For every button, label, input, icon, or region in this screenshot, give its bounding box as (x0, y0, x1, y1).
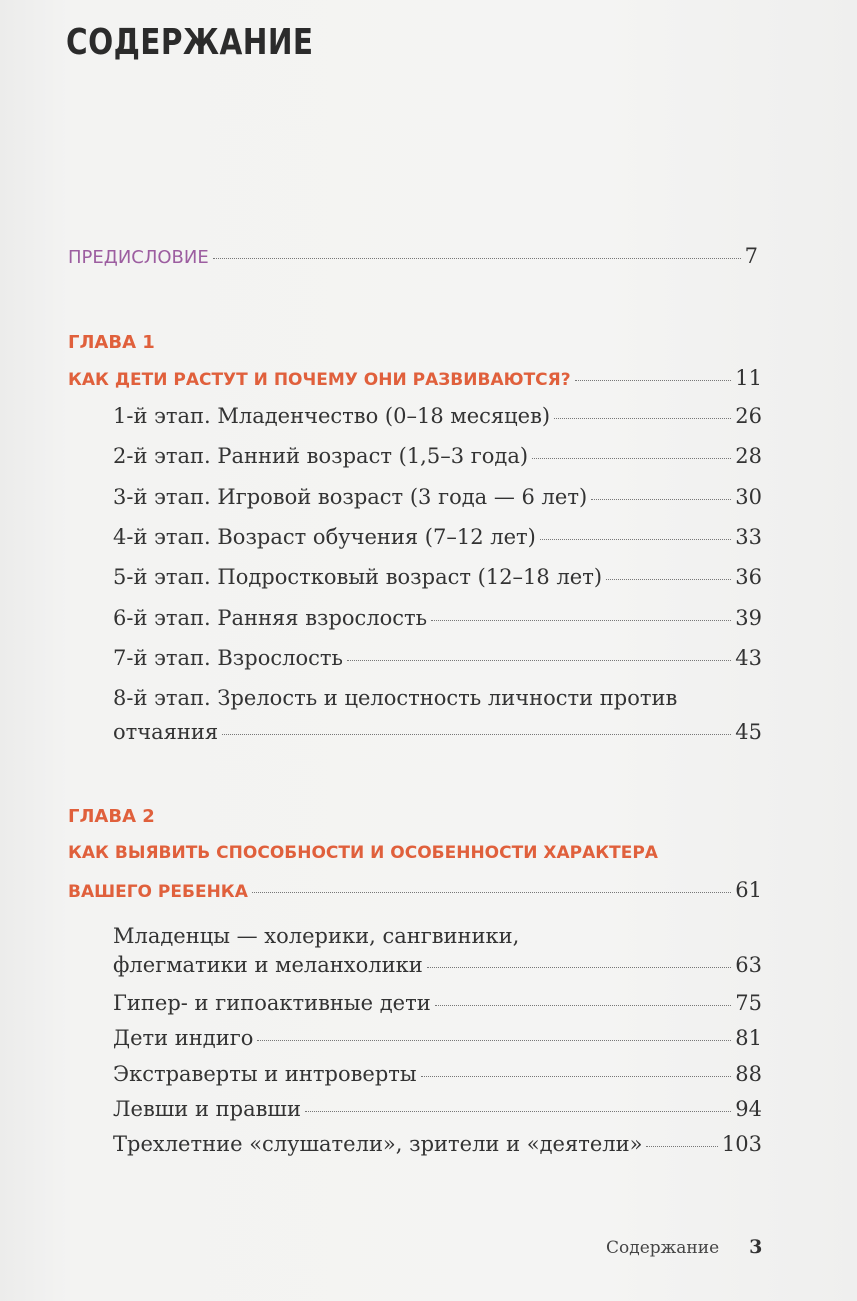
toc-entry[interactable] (113, 991, 762, 1015)
toc-entry[interactable] (113, 404, 762, 428)
toc-page-number: 75 (735, 991, 762, 1015)
toc-leader (575, 380, 732, 381)
toc-page-number: 103 (721, 1132, 762, 1157)
toc-entry[interactable] (113, 1132, 762, 1156)
toc-leader (421, 1076, 732, 1077)
toc-page-number: 81 (735, 1026, 762, 1051)
toc-entry[interactable] (113, 485, 762, 509)
toc-label: 4-й этап. Возраст обучения (7–12 лет) (113, 524, 536, 549)
toc-chapter-2-heading[interactable] (68, 878, 762, 902)
toc-label: Левши и правши (113, 1096, 301, 1121)
toc-leader (606, 579, 731, 580)
toc-preface[interactable] (68, 244, 758, 268)
toc-entry[interactable] (113, 444, 762, 468)
toc-entry[interactable] (113, 1026, 762, 1050)
toc-label: 2-й этап. Ранний возраст (1,5–3 года) (113, 444, 529, 469)
chapter-2-heading-line1: КАК ВЫЯВИТЬ СПОСОБНОСТИ И ОСОБЕННОСТИ ХАРАКТЕРА (68, 843, 658, 863)
toc-leader (554, 418, 731, 419)
toc-leader (257, 1040, 731, 1041)
toc-page-number: 94 (735, 1096, 762, 1121)
toc-page-number: 61 (735, 878, 762, 902)
toc-leader (222, 734, 731, 735)
toc-page-number: 26 (735, 404, 762, 428)
toc-entry[interactable] (113, 606, 762, 630)
toc-entry[interactable] (113, 1097, 762, 1121)
toc-entry-8-line1: 8-й этап. Зрелость и целостность личности против (113, 686, 678, 710)
toc-page-number: 45 (735, 720, 762, 744)
toc-page-number: 30 (735, 484, 762, 509)
toc-leader (252, 892, 731, 893)
toc-label: 3-й этап. Игровой возраст (3 года — 6 лет) (113, 484, 588, 509)
footer-label: Содержание (606, 1238, 720, 1258)
toc-leader (427, 967, 732, 968)
toc-page-number: 28 (735, 444, 762, 469)
toc-leader (435, 1005, 732, 1006)
toc-label: отчаяния (113, 720, 219, 744)
toc-label: Гипер- и гипоактивные дети (113, 991, 431, 1015)
toc-label: 5-й этап. Подростковый возраст (12–18 лет) (113, 565, 603, 590)
toc-label: 6-й этап. Ранняя взрослость (113, 605, 428, 630)
toc-label: Дети индиго (113, 1026, 254, 1051)
toc-page-number: 11 (735, 366, 762, 390)
toc-entry[interactable] (113, 525, 762, 549)
chapter-1-tag: ГЛАВА 1 (68, 332, 155, 353)
toc-label: КАК ДЕТИ РАСТУТ И ПОЧЕМУ ОНИ РАЗВИВАЮТСЯ? (68, 370, 571, 390)
footer-page-number: 3 (749, 1236, 763, 1258)
toc-page-number: 36 (735, 565, 762, 590)
toc-entry-temperament-line1: Младенцы — холерики, сангвиники, (113, 924, 520, 948)
toc-label: Трехлетние «слушатели», зрители и «деятели» (113, 1132, 643, 1157)
toc-chapter-1-heading[interactable] (68, 366, 762, 390)
toc-page-number: 39 (735, 605, 762, 630)
toc-entry[interactable] (113, 646, 762, 670)
toc-leader (213, 258, 741, 259)
toc-label: ПРЕДИСЛОВИЕ (68, 247, 209, 268)
toc-leader (540, 539, 731, 540)
toc-page-number: 63 (735, 953, 762, 977)
toc-label: 1-й этап. Младенчество (0–18 месяцев) (113, 404, 551, 428)
toc-entry-temperament[interactable] (113, 953, 762, 977)
toc-label: ВАШЕГО РЕБЕНКА (68, 882, 248, 902)
toc-leader (347, 660, 731, 661)
toc-label: 7-й этап. Взрослость (113, 645, 343, 670)
toc-entry[interactable] (113, 1062, 762, 1086)
toc-page-number: 43 (735, 645, 762, 670)
toc-page-number: 33 (735, 524, 762, 549)
toc-label: флегматики и меланхолики (113, 953, 423, 977)
toc-leader (646, 1146, 717, 1147)
page-footer (606, 1236, 762, 1258)
page-title: СОДЕРЖАНИЕ (66, 22, 314, 63)
chapter-2-tag: ГЛАВА 2 (68, 806, 155, 827)
toc-label: Экстраверты и интроверты (113, 1061, 417, 1086)
toc-leader (431, 620, 731, 621)
toc-page-number: 88 (735, 1061, 762, 1086)
toc-entry-8[interactable] (113, 720, 762, 744)
toc-leader (532, 458, 731, 459)
toc-page-number: 7 (744, 244, 758, 268)
toc-leader (305, 1111, 731, 1112)
toc-leader (591, 499, 731, 500)
toc-entry[interactable] (113, 565, 762, 589)
